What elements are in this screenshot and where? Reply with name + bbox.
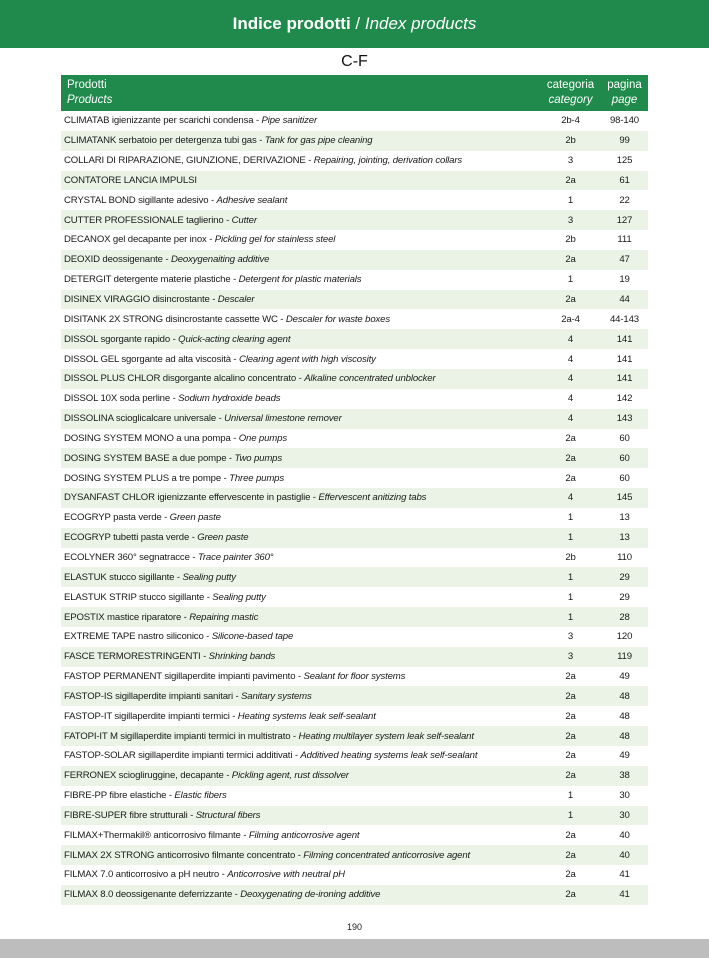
product-name-italian: DOSING SYSTEM PLUS a tre pompe -	[64, 472, 230, 484]
product-name-english: Elastic fibers	[174, 790, 227, 802]
table-row	[61, 448, 648, 468]
category-cell: 4	[567, 333, 574, 345]
product-name-italian: DETERGIT detergente materie plastiche -	[64, 274, 239, 286]
page-cell: 41	[619, 889, 630, 901]
product-name-italian: FILMAX+Thermakil® anticorrosivo filmante -	[64, 829, 249, 841]
product-name-italian: DECANOX gel decapante per inox -	[64, 234, 215, 246]
page-cell: 142	[616, 393, 633, 405]
page-cell: 48	[619, 690, 630, 702]
category-cell: 2a	[565, 254, 576, 266]
product-name-cell	[61, 830, 540, 841]
table-row	[61, 309, 648, 329]
table-row	[61, 528, 648, 548]
product-name-cell	[61, 790, 540, 801]
product-name-english: Alkaline concentrated unblocker	[304, 373, 436, 385]
product-name-cell	[61, 175, 540, 186]
product-name-cell	[61, 294, 540, 305]
product-name-italian: DISSOL GEL sgorgante ad alta viscosità -	[64, 353, 239, 365]
product-name-italian: DOSING SYSTEM MONO a una pompa -	[64, 432, 239, 444]
category-cell: 2a-4	[561, 313, 580, 325]
product-name-cell	[61, 334, 540, 345]
table-row	[61, 845, 648, 865]
page-cell: 29	[619, 591, 630, 603]
product-name-english: Two pumps	[234, 452, 282, 464]
page-cell: 28	[619, 611, 630, 623]
page-cell: 98-140	[610, 115, 639, 127]
product-name-english: Sealing putty	[182, 571, 236, 583]
product-name-cell	[61, 115, 540, 126]
page-cell: 22	[619, 194, 630, 206]
category-cell: 2a	[565, 869, 576, 881]
product-name-cell	[61, 354, 540, 365]
table-row	[61, 290, 648, 310]
product-name-italian: ECOGRYP tubetti pasta verde -	[64, 532, 198, 544]
category-cell: 3	[567, 155, 574, 167]
table-row	[61, 488, 648, 508]
product-name-italian: FILMAX 2X STRONG anticorrosivo filmante concentrato -	[64, 849, 304, 861]
category-cell: 2a	[565, 770, 576, 782]
table-row	[61, 210, 648, 230]
table-row	[61, 766, 648, 786]
product-name-cell	[61, 691, 540, 702]
category-cell: 2b	[565, 135, 576, 147]
page-cell: 41	[619, 869, 630, 881]
table-row	[61, 686, 648, 706]
category-cell: 4	[567, 492, 574, 504]
product-name-english: Sodium hydroxide beads	[178, 393, 281, 405]
product-name-english: Effervescent anitizing tabs	[318, 492, 427, 504]
category-cell: 2a	[565, 671, 576, 683]
category-cell: 2a	[565, 750, 576, 762]
product-name-english: Sealing putty	[212, 591, 266, 603]
page-cell: 47	[619, 254, 630, 266]
category-cell: 3	[567, 214, 574, 226]
page-cell: 143	[616, 413, 633, 425]
page-cell: 61	[619, 174, 630, 186]
category-cell: 4	[567, 413, 574, 425]
product-name-cell	[61, 810, 540, 821]
category-cell: 2a	[565, 452, 576, 464]
product-name-english: Green paste	[197, 532, 249, 544]
product-name-italian: ECOLYNER 360° segnatracce -	[64, 551, 198, 563]
category-cell: 2a	[565, 849, 576, 861]
product-name-english: Quick-acting clearing agent	[178, 333, 291, 345]
category-cell: 2a	[565, 174, 576, 186]
category-cell: 2a	[565, 829, 576, 841]
page-cell: 49	[619, 671, 630, 683]
product-name-italian: DOSING SYSTEM BASE a due pompe -	[64, 452, 235, 464]
product-name-english: Structural fibers	[195, 809, 261, 821]
product-name-italian: FASTOP-IS sigillaperdite impianti sanitari -	[64, 690, 242, 702]
category-cell: 4	[567, 353, 574, 365]
header-page-it: pagina	[607, 79, 642, 91]
product-name-cell	[61, 433, 540, 444]
header-title-italian: Indice prodotti	[232, 14, 351, 33]
table-row	[61, 151, 648, 171]
product-name-italian: FASTOP-SOLAR sigillaperdite impianti termici additivati -	[64, 750, 301, 762]
product-name-cell	[61, 135, 540, 146]
header-products-it: Prodotti	[67, 79, 107, 91]
header-products-en: Products	[67, 94, 113, 106]
product-name-english: Descaler	[217, 294, 255, 306]
table-row	[61, 548, 648, 568]
product-name-cell	[61, 750, 540, 761]
page-number: 190	[346, 922, 363, 932]
page-cell: 125	[616, 155, 633, 167]
page-cell: 30	[619, 809, 630, 821]
category-cell: 1	[567, 532, 574, 544]
product-name-italian: DISITANK 2X STRONG disincrostante cassette WC -	[64, 313, 286, 325]
category-cell: 1	[567, 571, 574, 583]
product-name-english: Filming anticorrosive agent	[248, 829, 360, 841]
product-name-italian: CONTATORE LANCIA IMPULSI	[64, 174, 197, 186]
product-name-italian: DISSOL PLUS CHLOR disgorgante alcalino concentrato -	[64, 373, 305, 385]
product-name-cell	[61, 373, 540, 384]
product-name-english: One pumps	[238, 432, 287, 444]
product-name-italian: DYSANFAST CHLOR igienizzante effervescente in pastiglie -	[64, 492, 319, 504]
product-name-cell	[61, 671, 540, 682]
section-title: C-F	[341, 53, 368, 70]
category-cell: 2a	[565, 690, 576, 702]
product-name-english: Pickling agent, rust dissolver	[231, 770, 349, 782]
product-name-italian: FASTOP-IT sigillaperdite impianti termici -	[64, 710, 238, 722]
product-name-italian: FIBRE-SUPER fibre strutturali -	[64, 809, 196, 821]
table-row	[61, 171, 648, 191]
product-name-italian: CRYSTAL BOND sigillante adesivo -	[64, 194, 217, 206]
page-cell: 119	[617, 651, 632, 663]
page-cell: 120	[616, 631, 633, 643]
header-category-it: categoria	[546, 79, 595, 91]
product-name-italian: DISSOL 10X soda perline -	[64, 393, 179, 405]
category-cell: 1	[567, 790, 574, 802]
product-name-italian: CUTTER PROFESSIONALE taglierino -	[64, 214, 232, 226]
table-row	[61, 508, 648, 528]
product-name-english: Pickling gel for stainless steel	[214, 234, 336, 246]
table-row	[61, 468, 648, 488]
page-cell: 110	[617, 551, 632, 563]
table-row	[61, 726, 648, 746]
product-name-english: Additived heating systems leak self-sealant	[300, 750, 478, 762]
product-name-cell	[61, 532, 540, 543]
product-name-italian: FERRONEX sciogliruggine, decapante -	[64, 770, 232, 782]
page-cell: 49	[619, 750, 630, 762]
header-title-english: Index products	[364, 14, 477, 33]
table-row	[61, 885, 648, 905]
header-page	[601, 75, 648, 111]
product-name-italian: DISSOLINA scioglicalcare universale -	[64, 413, 225, 425]
category-cell: 1	[567, 809, 574, 821]
product-name-italian: CLIMATANK serbatoio per detergenza tubi gas -	[64, 135, 265, 147]
category-cell: 1	[567, 512, 574, 524]
product-name-cell	[61, 552, 540, 563]
product-name-english: Green paste	[169, 512, 221, 524]
product-name-italian: DISINEX VIRAGGIO disincrostante -	[64, 294, 218, 306]
product-name-english: Tank for gas pipe cleaning	[264, 135, 373, 147]
product-name-italian: ECOGRYP pasta verde -	[64, 512, 170, 524]
category-cell: 2b	[565, 551, 576, 563]
category-cell: 2a	[565, 294, 576, 306]
page-cell: 13	[619, 532, 630, 544]
table-row	[61, 706, 648, 726]
product-name-cell	[61, 492, 540, 503]
page-cell: 48	[619, 730, 630, 742]
product-name-english: Heating multilayer system leak self-sealant	[298, 730, 474, 742]
product-index-table	[61, 75, 648, 905]
header-title-separator: /	[350, 14, 365, 33]
table-row	[61, 806, 648, 826]
product-name-english: Silicone-based tape	[211, 631, 294, 643]
product-name-english: Trace painter 360°	[197, 551, 274, 563]
table-row	[61, 270, 648, 290]
product-name-cell	[61, 612, 540, 623]
product-name-english: Deoxygenating de-ironing additive	[240, 889, 381, 901]
product-name-italian: FASCE TERMORESTRINGENTI -	[64, 651, 209, 663]
product-name-english: Detergent for plastic materials	[238, 274, 362, 286]
table-row	[61, 131, 648, 151]
table-row	[61, 667, 648, 687]
product-name-cell	[61, 512, 540, 523]
category-cell: 2a	[565, 730, 576, 742]
table-row	[61, 409, 648, 429]
product-name-italian: FIBRE-PP fibre elastiche -	[64, 790, 175, 802]
bottom-bar	[0, 939, 709, 958]
product-name-cell	[61, 850, 540, 861]
product-name-english: Three pumps	[229, 472, 284, 484]
page-cell: 40	[619, 849, 630, 861]
product-name-italian: DEOXID deossigenante -	[64, 254, 171, 266]
page-cell: 19	[619, 274, 630, 286]
page-cell: 127	[616, 214, 633, 226]
product-name-cell	[61, 651, 540, 662]
category-cell: 1	[567, 194, 574, 206]
page-cell: 60	[619, 452, 630, 464]
product-name-cell	[61, 473, 540, 484]
product-name-italian: EXTREME TAPE nastro siliconico -	[64, 631, 212, 643]
table-row	[61, 111, 648, 131]
table-row	[61, 369, 648, 389]
page-cell: 99	[619, 135, 630, 147]
header-category-en: category	[548, 94, 593, 106]
category-cell: 3	[567, 631, 574, 643]
table-row	[61, 349, 648, 369]
product-name-italian: CLIMATAB igienizzante per scarichi condensa -	[64, 115, 262, 127]
page-cell: 141	[616, 333, 633, 345]
table-row	[61, 567, 648, 587]
header-page-en: page	[611, 94, 638, 106]
page-cell: 29	[619, 571, 630, 583]
product-name-cell	[61, 731, 540, 742]
product-name-italian: DISSOL sgorgante rapido -	[64, 333, 179, 345]
page-cell: 44	[619, 294, 630, 306]
category-cell: 1	[567, 274, 574, 286]
table-row	[61, 587, 648, 607]
product-name-cell	[61, 254, 540, 265]
category-cell: 4	[567, 373, 574, 385]
page-cell: 40	[619, 829, 630, 841]
product-name-english: Cutter	[231, 214, 257, 226]
product-name-english: Descaler for waste boxes	[285, 313, 390, 325]
product-name-english: Pipe sanitizer	[261, 115, 318, 127]
product-name-cell	[61, 889, 540, 900]
page-cell: 13	[619, 512, 630, 524]
category-cell: 2a	[565, 889, 576, 901]
table-row	[61, 865, 648, 885]
page-cell: 141	[616, 353, 633, 365]
product-name-english: Sanitary systems	[241, 690, 312, 702]
page-cell: 60	[619, 472, 630, 484]
product-name-cell	[61, 314, 540, 325]
page-header-banner	[0, 0, 709, 48]
product-name-cell	[61, 274, 540, 285]
category-cell: 2a	[565, 472, 576, 484]
product-name-english: Shrinking bands	[208, 651, 276, 663]
table-row	[61, 250, 648, 270]
product-name-english: Deoxygenaiting additive	[170, 254, 270, 266]
page-cell: 48	[619, 710, 630, 722]
product-name-english: Adhesive sealant	[216, 194, 288, 206]
product-name-english: Universal limestone remover	[224, 413, 342, 425]
product-name-cell	[61, 631, 540, 642]
page-cell: 38	[619, 770, 630, 782]
category-cell: 2b	[565, 234, 576, 246]
category-cell: 2b-4	[561, 115, 580, 127]
table-row	[61, 786, 648, 806]
page-cell: 111	[617, 234, 632, 246]
product-name-cell	[61, 770, 540, 781]
product-name-cell	[61, 215, 540, 226]
product-name-english: Sealant for floor systems	[303, 671, 406, 683]
product-name-english: Anticorrosive with neutral pH	[227, 869, 345, 881]
product-name-cell	[61, 234, 540, 245]
product-name-english: Heating systems leak self-sealant	[237, 710, 376, 722]
product-name-cell	[61, 155, 540, 166]
product-name-english: Repairing mastic	[189, 611, 259, 623]
page-cell: 145	[616, 492, 633, 504]
category-cell: 1	[567, 611, 574, 623]
product-name-cell	[61, 869, 540, 880]
page-cell: 60	[619, 432, 630, 444]
product-name-cell	[61, 592, 540, 603]
table-body	[61, 111, 648, 905]
table-row	[61, 429, 648, 449]
product-name-italian: FATOPI-IT M sigillaperdite impianti termici in multistrato -	[64, 730, 299, 742]
product-name-cell	[61, 195, 540, 206]
table-row	[61, 627, 648, 647]
product-name-italian: ELASTUK STRIP stucco sigillante -	[64, 591, 213, 603]
table-row	[61, 329, 648, 349]
table-header	[61, 75, 648, 111]
product-name-english: Repairing, jointing, derivation collars	[313, 155, 463, 167]
category-cell: 3	[567, 651, 574, 663]
category-cell: 2a	[565, 710, 576, 722]
product-name-cell	[61, 393, 540, 404]
product-name-cell	[61, 711, 540, 722]
table-row	[61, 607, 648, 627]
product-name-cell	[61, 453, 540, 464]
product-name-english: Clearing agent with high viscosity	[238, 353, 376, 365]
product-name-italian: ELASTUK stucco sigillante -	[64, 571, 183, 583]
product-name-italian: COLLARI DI RIPARAZIONE, GIUNZIONE, DERIVAZIONE -	[64, 155, 314, 167]
product-name-cell	[61, 572, 540, 583]
page-cell: 44-143	[610, 313, 639, 325]
product-name-italian: EPOSTIX mastice riparatore -	[64, 611, 190, 623]
product-name-italian: FILMAX 8.0 deossigenante deferrizzante -	[64, 889, 241, 901]
table-row	[61, 389, 648, 409]
header-products	[61, 75, 540, 111]
table-row	[61, 825, 648, 845]
header-category	[540, 75, 601, 111]
product-name-cell	[61, 413, 540, 424]
product-name-italian: FILMAX 7.0 anticorrosivo a pH neutro -	[64, 869, 228, 881]
page-cell: 30	[619, 790, 630, 802]
category-cell: 2a	[565, 432, 576, 444]
category-cell: 1	[567, 591, 574, 603]
category-cell: 4	[567, 393, 574, 405]
product-name-italian: FASTOP PERMANENT sigillaperdite impianti pavimento -	[64, 671, 304, 683]
product-name-english: Filming concentrated anticorrosive agent	[303, 849, 471, 861]
table-row	[61, 230, 648, 250]
table-row	[61, 190, 648, 210]
page-cell: 141	[616, 373, 633, 385]
table-row	[61, 647, 648, 667]
table-row	[61, 746, 648, 766]
